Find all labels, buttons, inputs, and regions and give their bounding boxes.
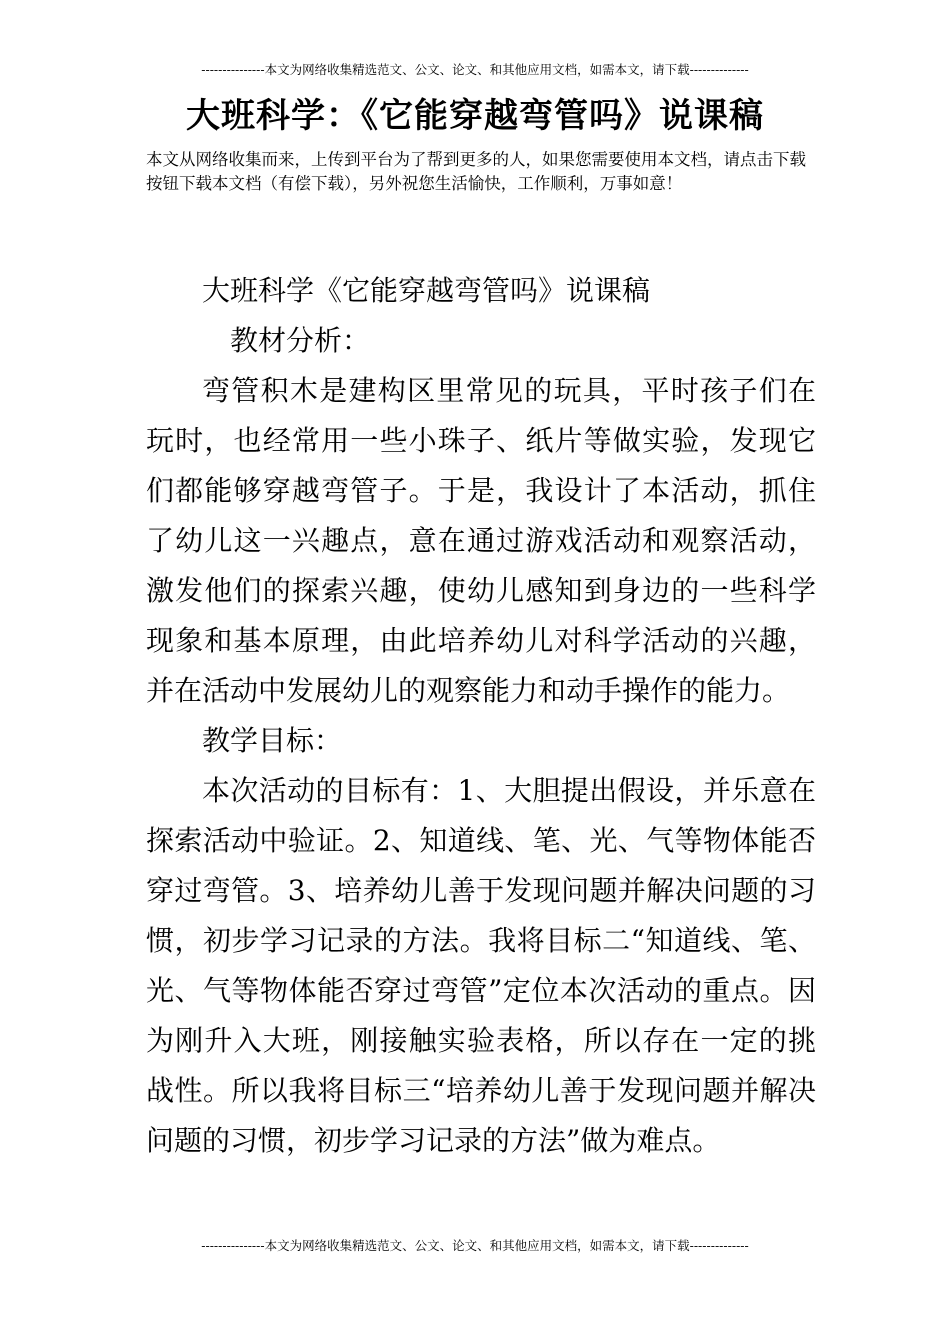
section-heading-analysis: 教材分析： xyxy=(230,324,371,357)
section-paragraph-analysis: 弯管积木是建构区里常见的玩具，平时孩子们在玩时，也经常用一些小珠子、纸片等做实验，发现它们都能够穿越弯管子。于是，我设计了本活动，抓住了幼儿这一兴趣点，意在通过游戏活动和观察活动，激发他们的探索兴趣，使幼儿感知到身边的一些科学现象和基本原理，由此培养幼儿对科学活动的兴趣，并在活动中发展幼儿的观察能力和动手操作的能力。 xyxy=(146,374,816,707)
document-body xyxy=(146,266,816,1166)
intro-note: 本文从网络收集而来，上传到平台为了帮到更多的人，如果您需要使用本文档，请点击下载按钮下载本文档（有偿下载），另外祝您生活愉快，工作顺利，万事如意！ xyxy=(146,150,806,193)
document-title: 大班科学：《它能穿越弯管吗》说课稿 xyxy=(186,96,764,136)
section-paragraph-goals: 本次活动的目标有：1、大胆提出假设，并乐意在探索活动中验证。2、知道线、笔、光、气等物体能否穿过弯管。3、培养幼儿善于发现问题并解决问题的习惯，初步学习记录的方法。我将目标二“知道线、笔、光、气等物体能否穿过弯管”定位本次活动的重点。因为刚升入大班，刚接触实验表格，所以存在一定的挑战性。所以我将目标三“培养幼儿善于发现问题并解决问题的习惯，初步学习记录的方法”做为难点。 xyxy=(146,774,816,1157)
section-heading-goals: 教学目标： xyxy=(202,724,343,757)
body-subtitle: 大班科学《它能穿越弯管吗》说课稿 xyxy=(202,274,651,307)
footer-note: ---------------本文为网络收集精选范文、公文、论文、和其他应用文档，如需本文，请下载-------------- xyxy=(201,1238,749,1253)
header-note: ---------------本文为网络收集精选范文、公文、论文、和其他应用文档，如需本文，请下载-------------- xyxy=(201,62,749,77)
